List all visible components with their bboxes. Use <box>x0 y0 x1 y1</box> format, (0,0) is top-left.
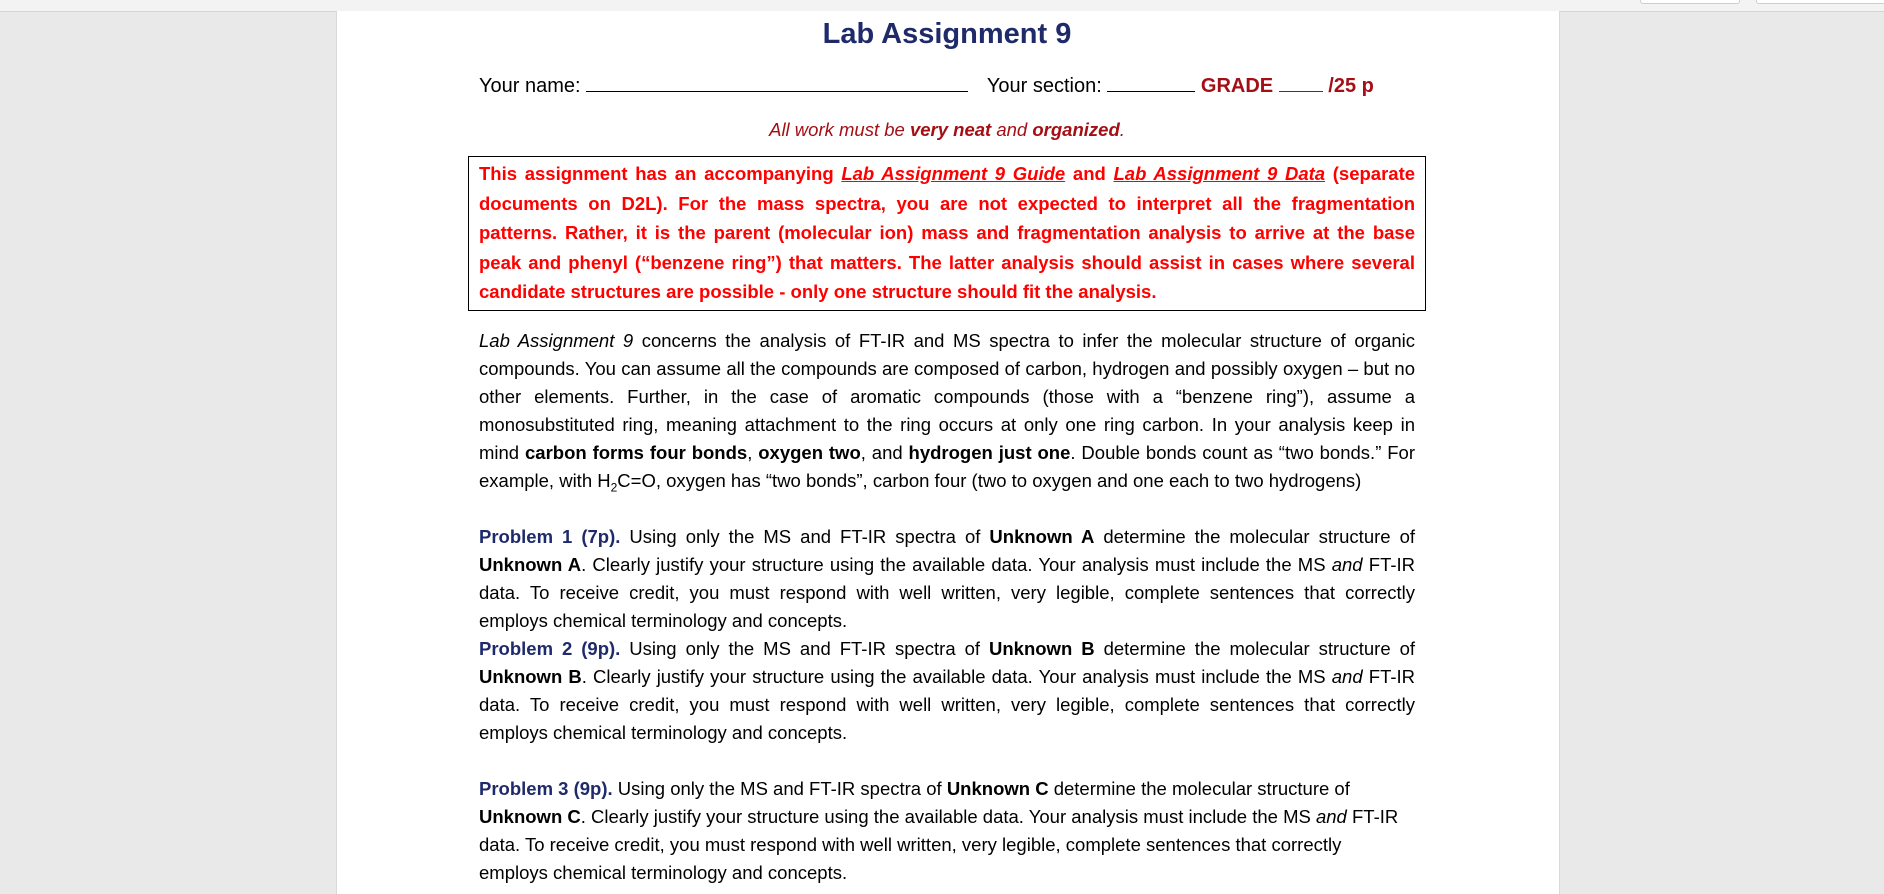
intro-bold-2: oxygen two <box>758 441 861 463</box>
grade-total: /25 p <box>1328 75 1374 97</box>
problem-text: Using only the MS and FT-IR spectra of <box>629 525 981 547</box>
unknown-name: Unknown C <box>479 805 581 827</box>
name-label: Your name: <box>479 75 581 97</box>
problem-text: . Clearly justify your structure using the available data. Your analysis must include the MS <box>581 665 1326 687</box>
neat-prefix: All work must be <box>769 119 905 140</box>
notice-text-1: This assignment has an accompanying <box>479 163 834 184</box>
problem-text: determine the molecular structure of <box>1103 637 1416 659</box>
problem-text: FT-IR data. To receive credit, you must respond with well written, very legible, complete sentences that correctly employs chemical terminology and concepts. <box>479 665 1416 743</box>
problem-italic: and <box>1331 665 1363 687</box>
intro-italic-lead: Lab Assignment 9 <box>479 329 634 351</box>
intro-bold-1: carbon forms four bonds <box>525 441 748 463</box>
problem-text: . Clearly justify your structure using the available data. Your analysis must include the MS <box>580 805 1311 827</box>
unknown-name: Unknown B <box>989 637 1095 659</box>
problem-text: FT-IR data. To receive credit, you must respond with well written, very legible, complete sentences that correctly employs chemical terminology and concepts. <box>479 805 1399 883</box>
section-blank[interactable] <box>1107 71 1195 92</box>
neat-bold-2: organized <box>1032 119 1120 140</box>
problem-text: determine the molecular structure of <box>1103 525 1416 547</box>
page-title: Lab Assignment 9 <box>822 18 1072 50</box>
grade-label: GRADE <box>1200 75 1274 97</box>
neat-suffix: . <box>1119 119 1125 140</box>
toolbar-control[interactable] <box>1640 0 1740 4</box>
problem-label: Problem 2 (9p). <box>479 637 621 659</box>
unknown-name: Unknown A <box>479 553 582 575</box>
problem-text: Using only the MS and FT-IR spectra of <box>617 777 942 799</box>
problem-text: . Clearly justify your structure using the available data. Your analysis must include the MS <box>581 553 1326 575</box>
intro-sep-2: , and <box>860 441 903 463</box>
document-page <box>336 11 1560 894</box>
problem-text: determine the molecular structure of <box>1053 777 1350 799</box>
problem-text: FT-IR data. To receive credit, you must respond with well written, very legible, complete sentences that correctly employs chemical terminology and concepts. <box>479 553 1416 631</box>
data-link[interactable]: Lab Assignment 9 Data <box>1113 163 1326 184</box>
intro-subscript: 2 <box>610 480 618 495</box>
unknown-name: Unknown C <box>946 777 1049 799</box>
toolbar-control[interactable] <box>1756 0 1884 4</box>
intro-text-3: C=O, oxygen has “two bonds”, carbon four (two to oxygen and one each to two hydrogens) <box>617 469 1362 491</box>
name-section-row <box>479 71 1415 100</box>
notice-box <box>468 156 1426 311</box>
problem-1 <box>479 523 1415 635</box>
section-label: Your section: <box>986 75 1102 97</box>
neatness-note <box>479 116 1415 144</box>
problem-italic: and <box>1315 805 1347 827</box>
neat-and: and <box>996 119 1028 140</box>
intro-text-1: concerns the analysis of FT-IR and MS spectra to infer the molecular structure of organic compounds. You can assume all the compounds are composed of carbon, hydrogen and possibly oxygen – but no other elements. Further, in the case of aromatic compounds (those with a “benzene ring”), assume a monosubstituted ring, meaning attachment to the ring occurs at only one ring carbon. In your analysis keep in mind <box>479 329 1416 463</box>
document-body <box>479 11 1415 887</box>
intro-text-2: . Double bonds count as “two bonds.” For example, with H <box>479 441 1415 491</box>
grade-blank[interactable] <box>1279 71 1323 92</box>
neat-bold-1: very neat <box>909 119 992 140</box>
unknown-name: Unknown B <box>479 665 582 687</box>
notice-and: and <box>1072 163 1106 184</box>
problem-text: Using only the MS and FT-IR spectra of <box>629 637 981 659</box>
problem-label: Problem 1 (7p). <box>479 525 621 547</box>
problem-3 <box>479 775 1415 887</box>
problem-label: Problem 3 (9p). <box>479 777 613 799</box>
notice-text-2: (separate documents on D2L). For the mass spectra, you are not expected to interpret all the fragmentation patterns. Rather, it is the parent (molecular ion) mass and fragmentation analysis to arrive at the base peak and phenyl (“benzene ring”) that matters. The latter analysis should assist in cases where several candidate structures are possible - only one structure should fit the analysis. <box>479 163 1416 302</box>
problem-2 <box>479 635 1415 747</box>
intro-paragraph <box>479 327 1415 495</box>
name-blank[interactable] <box>586 71 968 92</box>
unknown-name: Unknown A <box>989 525 1095 547</box>
guide-link[interactable]: Lab Assignment 9 Guide <box>841 163 1066 184</box>
intro-sep-1: , <box>747 441 753 463</box>
intro-bold-3: hydrogen just one <box>908 441 1071 463</box>
problem-italic: and <box>1331 553 1363 575</box>
